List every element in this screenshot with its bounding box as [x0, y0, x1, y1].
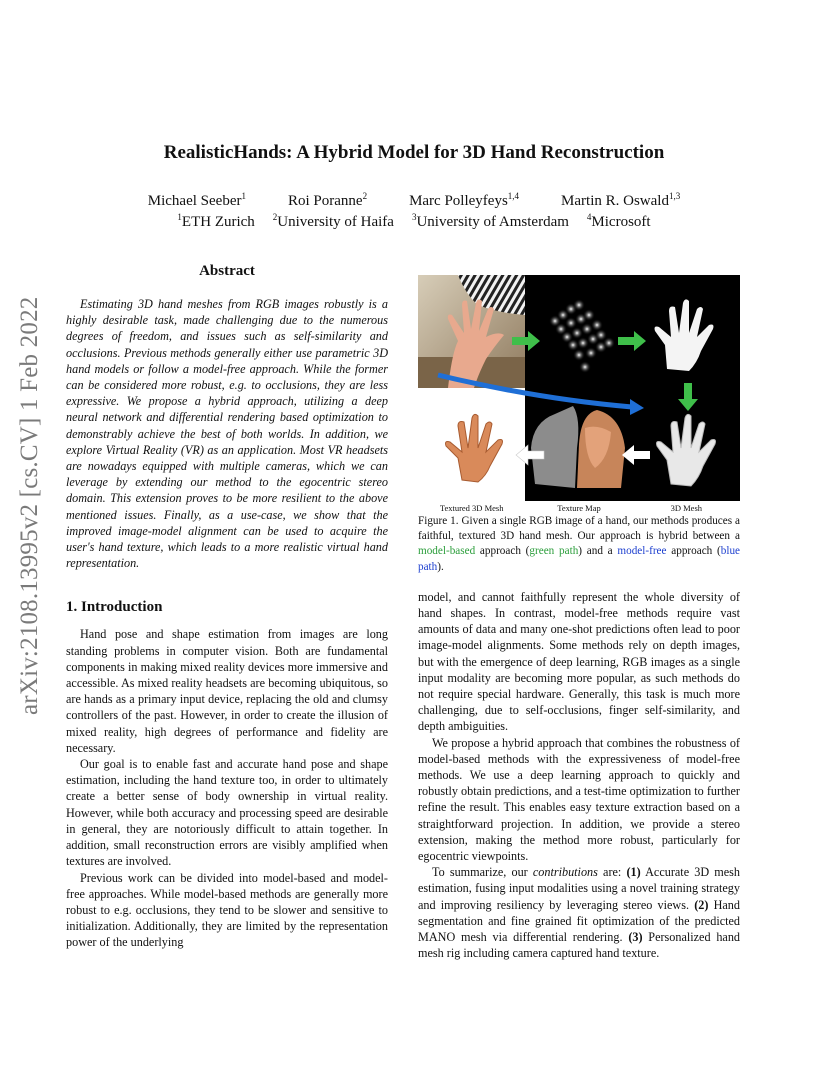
keypoints-panel [525, 275, 631, 388]
input-image-panel [418, 275, 525, 388]
section-heading-introduction: 1. Introduction [66, 599, 163, 616]
author: Michael Seeber$^1$ [147, 191, 246, 209]
author-list [90, 193, 738, 210]
author: Martin R. Oswald$^{1,3}$ [561, 191, 681, 209]
abstract-heading: Abstract [199, 263, 255, 279]
caption-link-model-based[interactable]: model-based [418, 545, 476, 558]
body-paragraph: model, and cannot faithfully represent the whole diversity of hand shapes. In contrast, model-free methods require vast amounts of data and many one-shot predictions often lead to poor image-model alignments. Some methods rely on depth images, but with the emergence of deep learning, RGB images as a single input modality are becoming more popular, as such methods do not require special hardware. Generally, this task is much more challenging, due to self-occlusions, finger self-similarity, and depth ambiguities. [418, 589, 740, 734]
affiliation: $^3$University of Amsterdam [411, 212, 569, 230]
intro-paragraph: Our goal is to enable fast and accurate hand pose and shape estimation, including the hand texture too, in order to ultimately create a better sense of body ownership in virtual reality. However, while both accuracy and processing speed are desirable in general, they are notoriously difficult to attain together. In addition, small reconstruction errors are visibly amplified when textures are involved. [66, 757, 388, 869]
keypoints-heatmap [525, 275, 631, 388]
figure-label: Textured 3D Mesh [439, 503, 504, 513]
author: Marc Polleyfeys$^{1,4}$ [409, 191, 520, 209]
figure-bottom-labels [418, 503, 740, 513]
figure-1 [418, 275, 740, 575]
figure-label: Texture Map [557, 503, 601, 513]
figure-label: 3D Mesh [670, 503, 703, 513]
white-hand-mesh [631, 388, 740, 501]
body-paragraph: We propose a hybrid approach that combines the robustness of model-based methods with the expressiveness of model-free methods. We use a deep learning approach to quickly and robustly obtain predictions, and a test-time optimization to further refine the result. This enables easy texture extraction based on a straightforward projection. In addition, we provide a stereo extension, making the method more robust, particularly for egocentric viewpoints. [418, 735, 740, 864]
left-column [66, 263, 388, 951]
arxiv-identifier: arXiv:2108.13995v2 [cs.CV] 1 Feb 2022 [16, 296, 43, 716]
affiliation-list [90, 214, 738, 231]
affiliation: $^4$Microsoft [586, 212, 651, 230]
right-column [418, 260, 740, 961]
textured-hand-mesh [418, 388, 525, 501]
author: Roi Poranne$^2$ [287, 191, 368, 209]
intro-paragraph: Hand pose and shape estimation from images are long standing problems in computer vision. Both are fundamental components in making mixed reality devices more immersive and accessible. As mixed reality headsets are becoming ubiquitous, so are hands as a primary input device, replacing the old and clumsy controllers of the past. However, in order to create the illusion of mixed reality, high degrees of performance and fidelity are necessary. [66, 627, 388, 755]
contributions-paragraph: To summarize, our contributions are: (1) Accurate 3D mesh estimation, fusing input modalities using a novel training strategy and improving resiliency by leveraging stereo views. (2) Hand segmentation and fine grained fit optimization of the predicted MANO mesh via differential rendering. (3) Personalized hand mesh rig including camera captured hand texture. [418, 865, 741, 961]
texture-map-image [525, 388, 631, 501]
caption-link-green-path[interactable]: green path [529, 545, 579, 558]
paper-title: RealisticHands: A Hybrid Model for 3D Hand Reconstruction [163, 142, 665, 163]
textured-mesh-panel [418, 388, 525, 501]
caption-link-blue-path[interactable]: blue path [418, 545, 741, 573]
affiliation: $^1$ETH Zurich [177, 212, 255, 230]
silhouette-panel [631, 275, 740, 388]
input-hand-photo [418, 275, 525, 388]
silhouette-mask [631, 275, 740, 388]
affiliation: $^2$University of Haifa [272, 212, 394, 230]
intro-paragraph: Previous work can be divided into model-based and model-free approaches. While model-based methods are generally more robust to e.g. occlusions, they tend to be slower and sensitive to initialization. Additionally, they are limited by the representation power of the underlying [66, 870, 388, 950]
figure-caption: Figure 1. Given a single RGB image of a hand, our methods produces a faithful, textured 3D hand mesh. Our approach is hybrid between a model-based approach (green path) and a model-free approach (blue path). [418, 515, 741, 573]
texture-map-panel [525, 388, 631, 501]
mesh-panel [631, 388, 740, 501]
figure-panels [418, 275, 740, 501]
caption-link-model-free[interactable]: model-free [617, 545, 667, 558]
abstract-text: Estimating 3D hand meshes from RGB images robustly is a highly desirable task, made challenging due to the numerous degrees of freedom, and issues such as self-similarity and occlusions. Previous methods generally either use parametric 3D hand models or follow a model-free approach. While the former can be considered more robust, e.g. to occlusions, they are less expressive. We propose a hybrid approach, utilizing a deep neural network and differential rendering based optimization to demonstrably achieve the best of both worlds. In addition, we explore Virtual Reality (VR) as an application. Most VR headsets are nowadays equipped with multiple cameras, which we can leverage by extending our method to the egocentric stereo domain. This extension proves to be more resilient to the above mentioned issues. Finally, as a use-case, we show that the improved image-model alignment can be used to acquire the user's hand texture, which leads to a more realistic virtual hand representation. [66, 297, 388, 571]
